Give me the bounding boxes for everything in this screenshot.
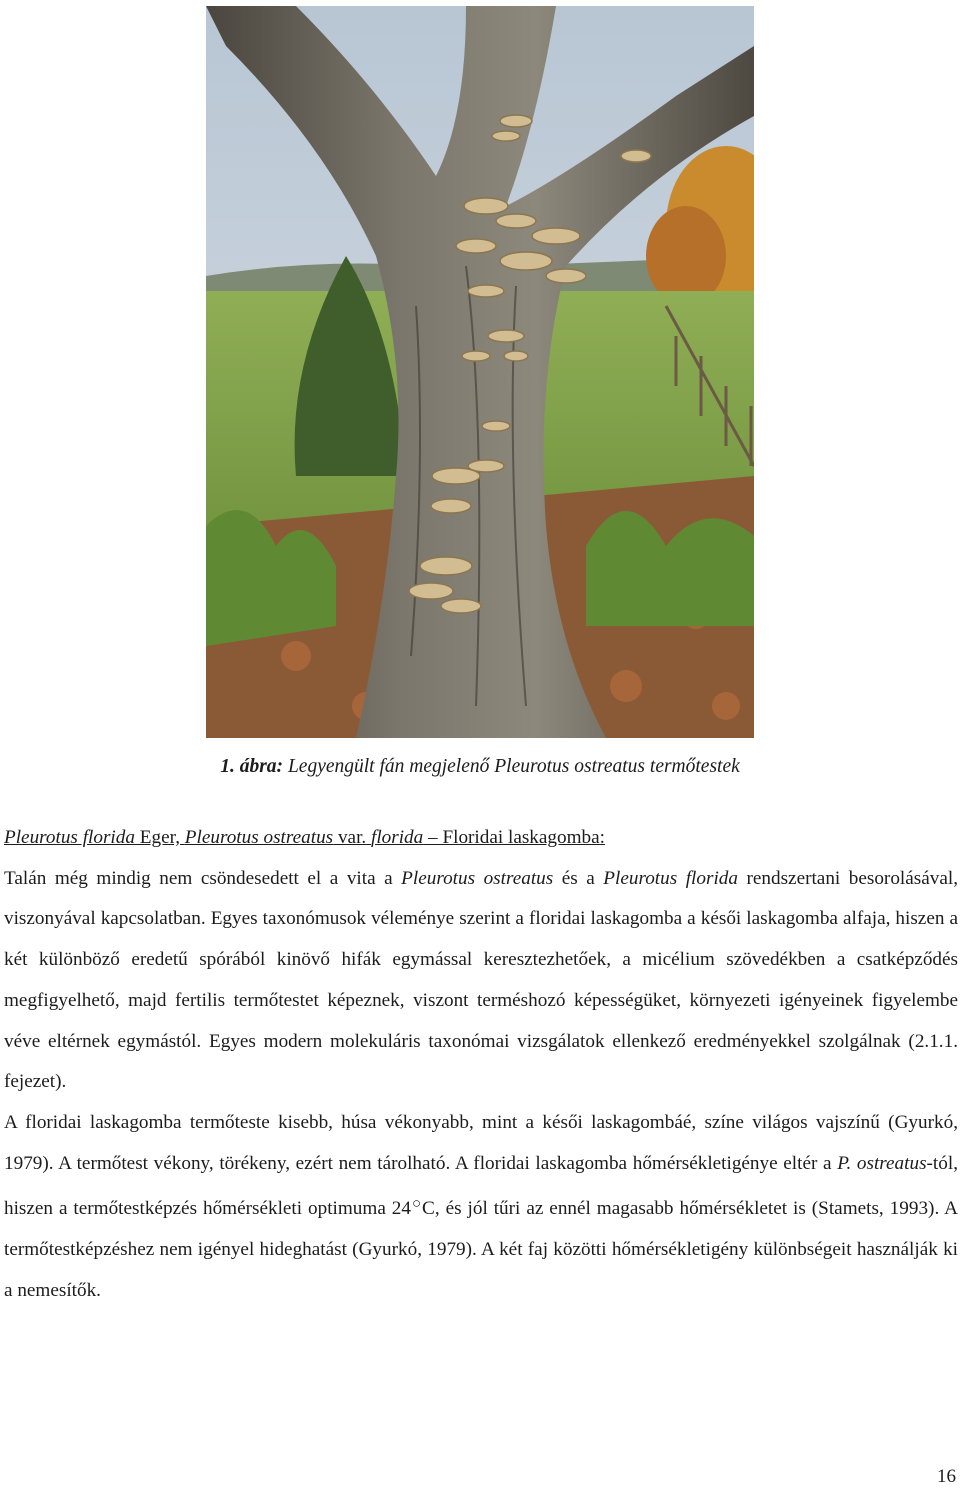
figure-caption xyxy=(0,752,960,782)
body-text xyxy=(4,818,958,1311)
heading-species-1: Pleurotus florida xyxy=(4,827,135,848)
p2-text-1: A floridai laskagomba termőteste kisebb, húsa vékonyabb, mint a késői laskagombáé, színe világos vajszínű (Gyurkó, 1979). A termőtest vékony, törékeny, ezért nem tárolható. A floridai laskagomba hőmérsékletigénye eltér a xyxy=(4,1111,958,1174)
caption-number: 1. ábra: xyxy=(220,756,284,777)
paragraph-2 xyxy=(4,1103,958,1312)
section-heading xyxy=(4,818,958,859)
p2-text-3: C, és jól tűri az ennél magasabb hőmérsékletet is (Stamets, 1993). A termőtestképzéshez nem igényel hideghatást (Gyurkó, 1979). A két faj közötti hőmérsékletigény különbségeit használják ki a nemesítők. xyxy=(4,1198,958,1301)
p2-text-2: -tól, hiszen a termőtestképzés hőmérsékleti optimuma 24 xyxy=(4,1152,958,1220)
figure-photo xyxy=(206,6,754,738)
p1-text-3: rendszertani besorolásával, viszonyával kapcsolatban. Egyes taxonómusok véleménye szerint a floridai laskagomba a késői laskagomba alfaja, hiszen a két különböző eredetű spórából kinövő hifák egymással keresztezhetőek, a micélium szövedékben a csatképződés megfigyelhető, majd fertilis termőtestet képeznek, viszont terméshozó képességüket, környezeti igényeinek figyelembe véve eltérnek egymástól. Egyes modern molekuláris taxonómai vizsgálatok ellenkező eredményekkel szolgálnak (2.1.1. fejezet). xyxy=(4,867,958,1093)
heading-variety: florida xyxy=(371,827,424,848)
caption-text: Legyengült fán megjelenő Pleurotus ostreatus termőtestek xyxy=(287,756,740,777)
heading-species-2: Pleurotus ostreatus xyxy=(184,827,334,848)
p1-text-1: Talán még mindig nem csöndesedett el a vita a xyxy=(4,867,402,889)
p1-italic-2: Pleurotus florida xyxy=(603,867,738,889)
degree-symbol: ○ xyxy=(411,1196,422,1213)
tree-with-mushrooms-illustration xyxy=(206,6,754,738)
p1-italic-1: Pleurotus ostreatus xyxy=(401,867,554,889)
paragraph-1 xyxy=(4,859,958,1103)
p2-italic-1: P. ostreatus xyxy=(837,1152,927,1174)
heading-part-4: – Floridai laskagomba: xyxy=(423,827,605,848)
p1-text-2: és a xyxy=(553,867,604,889)
heading-part-2: Eger, xyxy=(134,827,185,848)
page-number: 16 xyxy=(937,1466,956,1487)
heading-part-3: var. xyxy=(333,827,371,848)
